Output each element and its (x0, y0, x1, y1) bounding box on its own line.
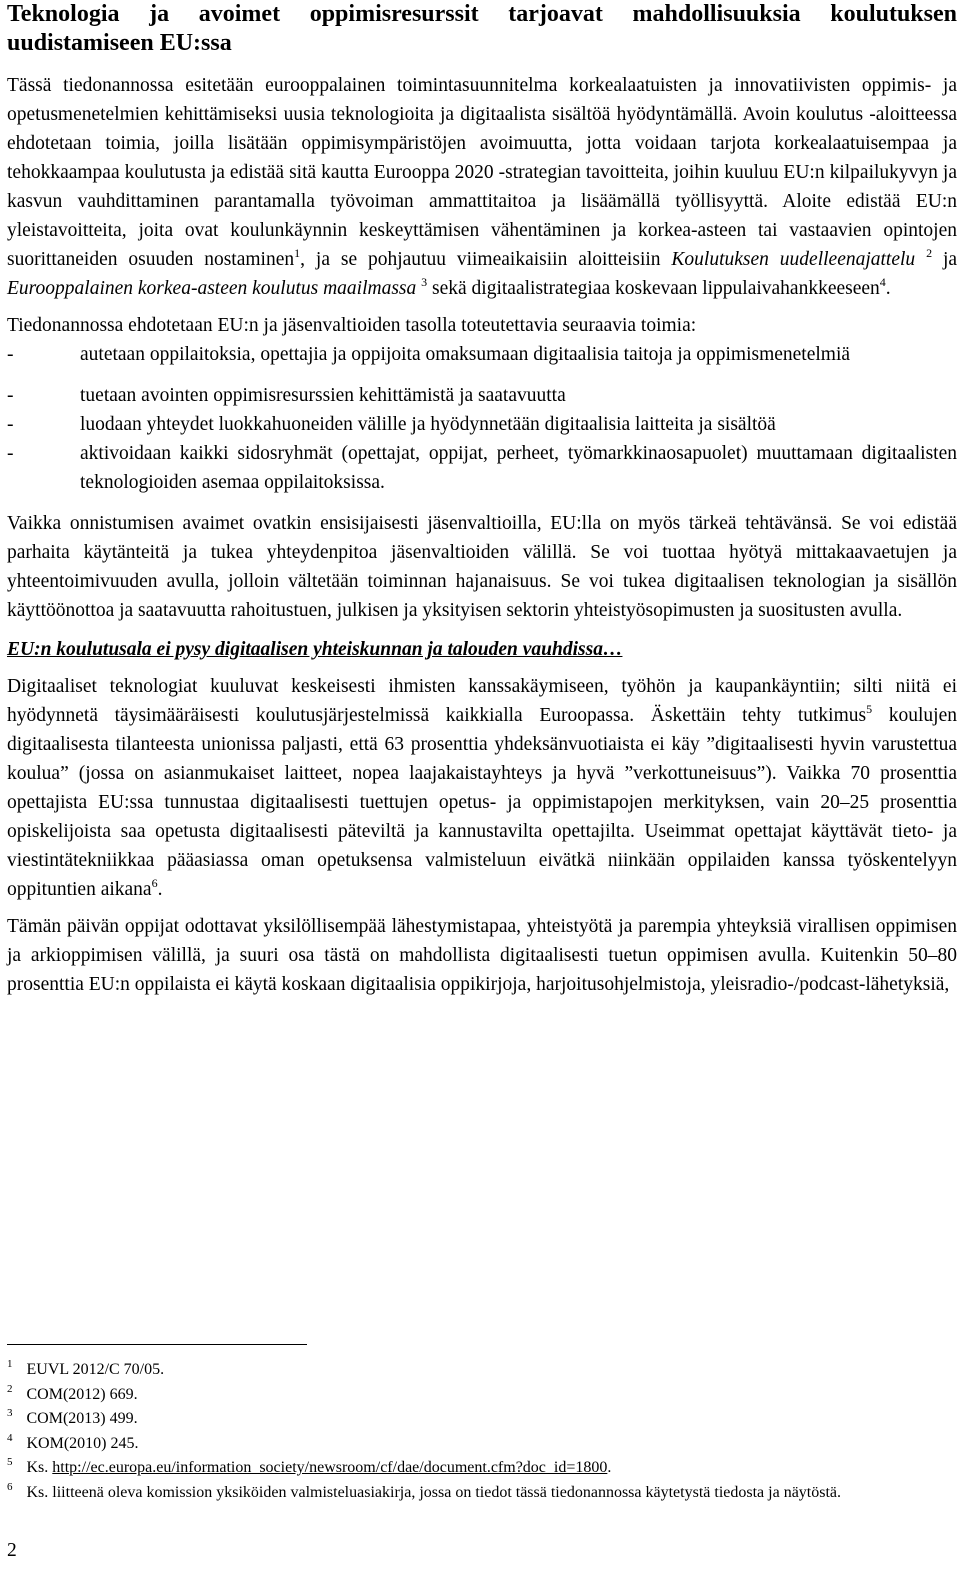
intro-paragraph (7, 71, 957, 303)
learners-paragraph: Tämän päivän oppijat odottavat yksilöllisempää lähestymistapaa, yhteistyötä ja parempia yhteyksiä virallisen oppimisen ja arkioppimisen välillä, ja suuri osa tästä on mahdollista digitaalisesti tuetun oppimisen avulla. Kuitenkin 50–80 prosenttia EU:n oppilaista ei käytä koskaan digitaalisia oppikirjoja, harjoitusohjelmistoja, yleisradio-/podcast-lähetyksiä, (7, 916, 957, 995)
digital-tech-paragraph (7, 672, 957, 904)
footnote-text: Ks. liitteenä oleva komission yksiköiden valmisteluasiakirja, jossa on tiedot tässä tiedonannossa käytetystä tiedosta ja näytöstä. (26, 1483, 842, 1501)
footnote-number: 3 (7, 1407, 13, 1419)
footnote-ref-6[interactable]: 6 (151, 876, 158, 890)
footnote-ref-3[interactable]: 3 (421, 275, 428, 289)
list-item (7, 381, 957, 410)
text-run: ja (932, 249, 958, 270)
footnote-number: 6 (7, 1480, 13, 1493)
footnote (7, 1481, 952, 1506)
footnote-text: EUVL 2012/C 70/05. (26, 1361, 165, 1378)
italic-title-2: Eurooppalainen korkea-asteen koulutus maailmassa (7, 278, 417, 299)
text-run: koulujen digitaalisesta tilanteesta unionissa paljasti, että 63 prosenttia yhdeksänvuotiaista ei käy ”digitaalisesti hyvin varustettua koulua” (jossa on asianmukaiset laitteet, nopea laajakaistayhteys ja hyvä ”verkottuneisuus”). Vaikka 70 prosenttia opettajista EU:ssa tunnustaa digitaalisesti tuettujen opetus- ja oppimistapojen merkityksen, vain 20–25 prosenttia opiskelijoista saa opetusta digitaalisesti päteviltä ja kannustavilta opettajilta. Useimmat opettajat käyttävät tieto- ja viestintätekniikkaa pääasiassa oman opetuksensa valmisteluun eivätkä niinkään oppilaiden kanssa työskentelyyn oppituntien aikana (7, 705, 957, 900)
footnote-link[interactable]: http://ec.europa.eu/information_society/newsroom/cf/dae/document.cfm?doc_id=1800 (52, 1459, 608, 1476)
footnote-number: 5 (7, 1456, 13, 1468)
text-run: . (157, 879, 163, 900)
list-item-text: tuetaan avointen oppimisresurssien kehittämistä ja saatavuutta (80, 385, 566, 406)
footnote (7, 1358, 952, 1383)
list-item-text: luodaan yhteydet luokkahuoneiden välille ja hyödynnetään digitaalisia laitteita ja sisältöä (80, 414, 776, 435)
list-item (7, 439, 957, 497)
dash-bullet: - (7, 385, 14, 406)
text-run: . (885, 278, 891, 299)
footnote-text: COM(2013) 499. (26, 1410, 138, 1427)
action-list (7, 340, 957, 497)
footnote-ref-2[interactable]: 2 (926, 246, 933, 260)
eu-role-paragraph: Vaikka onnistumisen avaimet ovatkin ensisijaisesti jäsenvaltioilla, EU:lla on myös tärkeä tehtävänsä. Se voi edistää parhaita käytänteitä ja tukea yhteydenpitoa jäsenvaltioiden välillä. Se voi tuottaa hyötyä mittakaavaetujen ja yhteentoimivuuden avulla, jolloin vältetään toiminnan hajanaisuus. Se voi tukea digitaalisen teknologian ja sisällön käyttöönottoa ja saatavuutta rahoitustuen, julkisen ja yksityisen sektorin yhteistyösopimusten ja suositusten avulla. (7, 513, 957, 621)
text-run: Digitaaliset teknologiat kuuluvat keskeisesti ihmisten kanssakäymiseen, työhön ja kaupankäyntiin; silti niitä ei hyödynnetä täysimääräisesti koulutusjärjestelmissä kaikkialla Euroopassa. Äskettäin tehty tutkimus (7, 676, 957, 726)
footnote-number: 2 (7, 1382, 13, 1395)
text-run: , ja se pohjautuu viimeaikaisiin aloitteisiin (300, 249, 672, 270)
page-title: Teknologia ja avoimet oppimisresurssit tarjoavat mahdollisuuksia koulutuksen uudistamiseen EU:ssa (7, 1, 957, 56)
text-run: sekä digitaalistrategiaa koskevaan lippulaivahankkeeseen (427, 278, 880, 299)
dash-bullet: - (7, 414, 14, 435)
footnote-text: COM(2012) 669. (26, 1385, 138, 1403)
list-item-text: autetaan oppilaitoksia, opettajia ja oppijoita omaksumaan digitaalisia taitoja ja oppimismenetelmiä (80, 344, 851, 365)
dash-bullet: - (7, 443, 14, 464)
footnote-ref-4[interactable]: 4 (879, 275, 886, 289)
footnote-text: . (607, 1459, 612, 1476)
footnote-text: Ks. (26, 1459, 53, 1476)
footnote-text: KOM(2010) 245. (26, 1434, 139, 1452)
section-subheading: EU:n koulutusala ei pysy digitaalisen yhteiskunnan ja talouden vauhdissa… (7, 639, 623, 660)
footnotes (7, 1358, 952, 1505)
document-page (7, 0, 957, 999)
list-item (7, 410, 957, 439)
footnote (7, 1432, 952, 1457)
footnote-ref-5[interactable]: 5 (866, 702, 873, 716)
footnote-number: 1 (7, 1358, 13, 1370)
text-run: Tässä tiedonannossa esitetään eurooppalainen toimintasuunnitelma korkealaatuisten ja innovatiivisten oppimis- ja opetusmenetelmien kehittämiseksi uusia teknologioita ja digitaalista sisältöä hyödyntämällä. Avoin koulutus -aloitteessa ehdotetaan toimia, joilla lisätään oppimisympäristöjen avoimuutta, jotta voidaan tarjota korkealaatuisempaa ja tehokkaampaa koulutusta ja edistää sitä kautta Eurooppa 2020 -strategian tavoitteita, joihin kuuluu EU:n kilpailukyvyn ja kasvun vauhdittaminen parantamalla työvoiman ammattitaitoa ja lisäämällä työllisyyttä. Aloite edistää EU:n yleistavoitteita, joita ovat koulunkäynnin keskeyttämisen vähentäminen ja korkea-asteen tai vastaavien opintojen suorittaneiden osuuden nostaminen (7, 75, 957, 270)
footnote-separator (7, 1344, 307, 1345)
list-item-text: aktivoidaan kaikki sidosryhmät (opettajat, oppijat, perheet, työmarkkinaosapuolet) muuttamaan digitaalisten teknologioiden asemaa oppilaitoksissa. (80, 443, 957, 493)
footnote (7, 1407, 952, 1432)
page-number: 2 (7, 1540, 17, 1561)
list-item (7, 340, 957, 369)
italic-title-1: Koulutuksen uudelleenajattelu (671, 249, 916, 270)
footnote (7, 1456, 952, 1481)
footnote-ref-1[interactable]: 1 (294, 246, 301, 260)
footnote (7, 1383, 952, 1408)
dash-bullet: - (7, 344, 14, 365)
footnote-number: 4 (7, 1431, 13, 1444)
actions-intro: Tiedonannossa ehdotetaan EU:n ja jäsenvaltioiden tasolla toteutettavia seuraavia toimia: (7, 315, 697, 336)
